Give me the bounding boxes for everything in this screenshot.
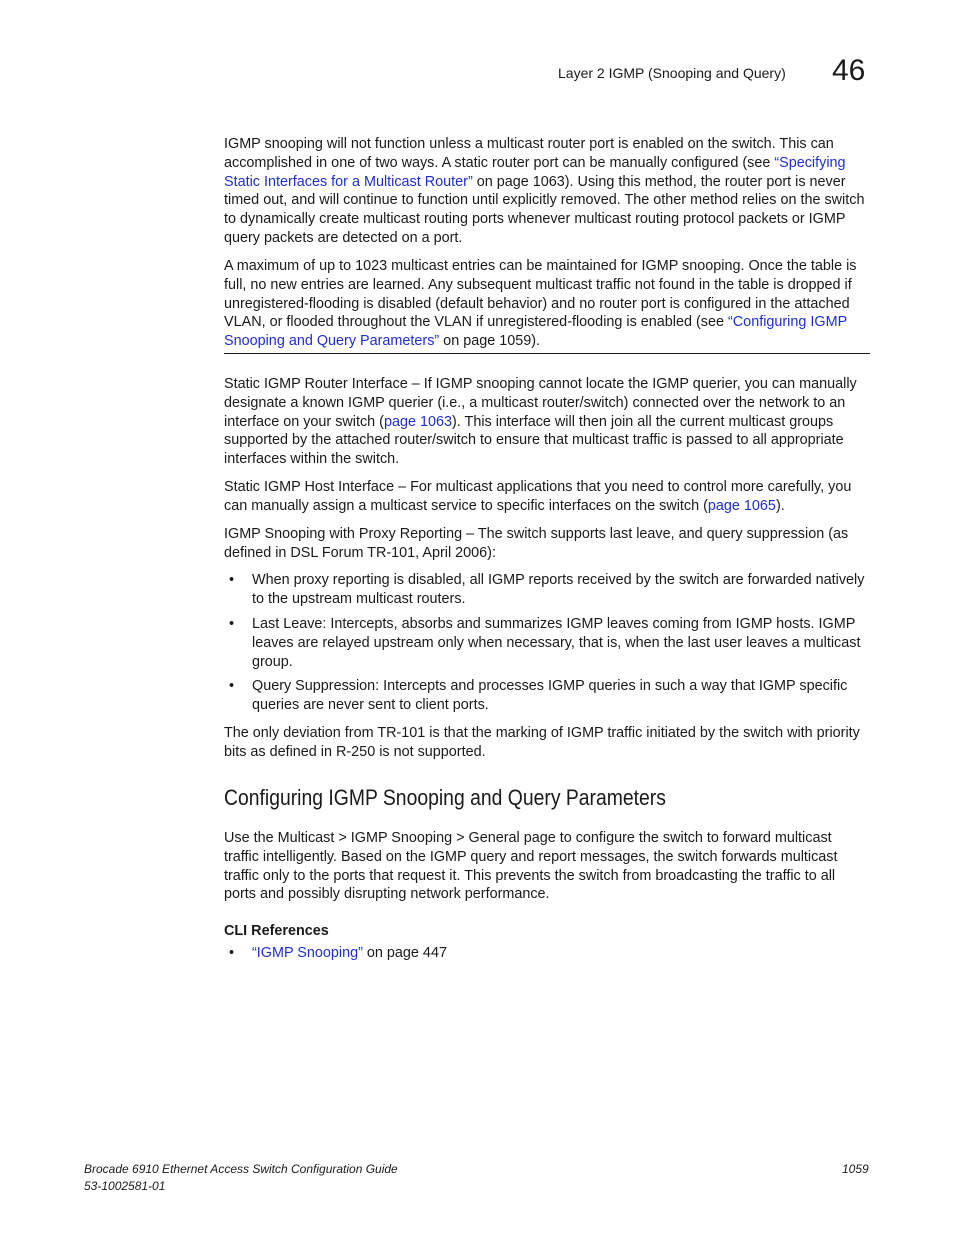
cli-references-heading: CLI References — [224, 923, 329, 939]
p2-text-b: on page 1059). — [439, 333, 541, 350]
link-page-1063[interactable]: page 1063 — [383, 413, 452, 430]
link-configuring-igmp-snooping[interactable]: “Configuring IGMP Snooping and Query Parameters” — [224, 314, 847, 350]
paragraph-section-body: Use the Multicast > IGMP Snooping > General page to configure the switch to forward multicast traffic intelligently. Based on the IGMP query and report messages, the switch forwards multicast traffic only to the ports that request it. This prevents the switch from broadcasting the traffic to all ports and possibly disrupting network performance. — [224, 830, 838, 903]
section-heading: Configuring IGMP Snooping and Query Parameters — [224, 785, 666, 810]
list-item — [224, 944, 870, 963]
paragraph-router-port — [224, 135, 870, 248]
bullet-icon: • — [229, 678, 235, 694]
bullet-text: When proxy reporting is disabled, all IGMP reports received by the switch are forwarded natively to the upstream multicast routers. — [252, 572, 865, 607]
p4-text-a: Static IGMP Host Interface – For multicast applications that you need to control more carefully, you can manually assign a multicast service to specific interfaces on the switch ( — [224, 479, 852, 514]
list-item — [224, 677, 870, 715]
paragraph-max-entries — [224, 257, 870, 351]
p3-text-a: Static IGMP Router Interface – If IGMP snooping cannot locate the IGMP querier, you can manually designate a known IGMP querier (i.e., a multicast router/switch) connected over the network to an interface on your switch ( — [224, 376, 857, 430]
bullet-icon: • — [229, 945, 235, 961]
footer-doc-number: 53-1002581-01 — [84, 1179, 166, 1193]
list-item — [224, 615, 870, 671]
bullet-text: Last Leave: Intercepts, absorbs and summarizes IGMP leaves coming from IGMP hosts. IGMP leaves are relayed upstream only when necessary, that is, when the last user leaves a multicast group. — [252, 616, 861, 670]
paragraph-tr101-deviation: The only deviation from TR-101 is that the marking of IGMP traffic initiated by the switch with priority bits as defined in R-250 is not supported. — [224, 725, 860, 760]
bullet-icon: • — [229, 572, 235, 588]
p1-text-a: IGMP snooping will not function unless a multicast router port is enabled on the switch. This can accomplished in one of two ways. A static router port can be manually configured (see — [224, 136, 834, 171]
bullet-text: Query Suppression: Intercepts and processes IGMP queries in such a way that IGMP specific queries are never sent to client ports. — [252, 678, 848, 713]
footer-page-number: 1059 — [842, 1162, 869, 1176]
chapter-number: 46 — [832, 54, 866, 87]
list-item — [224, 571, 870, 609]
paragraph-static-host-interface — [224, 478, 870, 516]
link-specifying-static-interfaces[interactable]: “Specifying Static Interfaces for a Multicast Router” — [224, 154, 846, 190]
paragraph-proxy-reporting: IGMP Snooping with Proxy Reporting – The switch supports last leave, and query suppression (as defined in DSL Forum TR-101, April 2006): — [224, 526, 849, 561]
paragraph-static-router-interface — [224, 375, 870, 469]
footer-guide-title: Brocade 6910 Ethernet Access Switch Configuration Guide — [84, 1162, 398, 1176]
section-divider — [224, 353, 870, 354]
cli-ref-suffix: on page 447 — [362, 945, 447, 961]
p3-text-b: ). This interface will then join all the current multicast groups supported by the attached router/switch to ensure that multicast traffic is passed to all appropriate interfaces within the switch. — [224, 413, 844, 468]
bullet-icon: • — [229, 616, 235, 632]
link-page-1065[interactable]: page 1065 — [707, 497, 776, 514]
p2-text-a: A maximum of up to 1023 multicast entries can be maintained for IGMP snooping. Once the table is full, no new entries are learned. Any subsequent multicast traffic not found in the table is dropped if unregistered-flooding is disabled (default behavior) and no router port is configured in the attached VLAN, or flooded throughout the VLAN if unregistered-flooding is enabled (see — [224, 258, 857, 331]
link-igmp-snooping[interactable]: “IGMP Snooping” — [252, 945, 363, 961]
running-header-title: Layer 2 IGMP (Snooping and Query) — [558, 65, 786, 81]
p4-text-b: ). — [775, 497, 785, 514]
p1-text-b: on page 1063). Using this method, the router port is never timed out, and will continue to function until explicitly removed. The other method relies on the switch to dynamically create multicast routing ports whenever multicast routing protocol packets or IGMP query packets are detected on a port. — [224, 173, 865, 246]
